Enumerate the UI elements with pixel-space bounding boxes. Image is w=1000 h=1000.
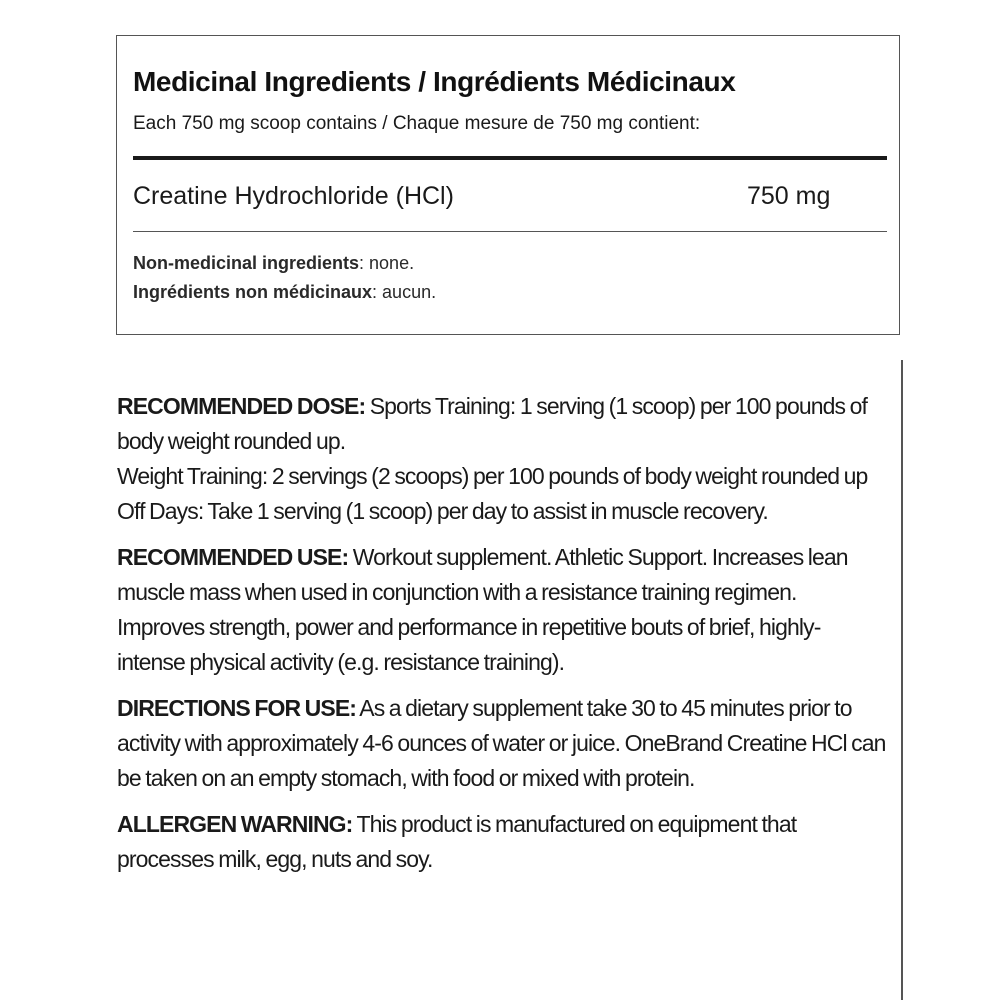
non-medicinal-french: [133, 282, 436, 303]
ingredient-row: [133, 182, 887, 218]
allergen-label: ALLERGEN WARNING:: [117, 811, 353, 837]
recommended-dose-section: [117, 389, 887, 529]
allergen-text: This product is manufactured on equipment that processes milk, egg, nuts and soy.: [117, 811, 797, 872]
panel-subtitle: Each 750 mg scoop contains / Chaque mesure de 750 mg contient:: [133, 113, 701, 134]
recommended-dose-off-days: Off Days: Take 1 serving (1 scoop) per day to assist in muscle recovery.: [117, 498, 768, 524]
vertical-divider: [901, 360, 903, 1000]
ingredient-name: Creatine Hydrochloride (HCl): [133, 182, 454, 210]
non-medicinal-english-value: : none.: [359, 253, 415, 273]
directions-label: DIRECTIONS FOR USE:: [117, 695, 357, 721]
recommended-use-text: Workout supplement. Athletic Support. Increases lean muscle mass when used in conjunction with a resistance training regimen. Improves strength, power and performance in repetitive bouts of brief, highly-intense physical activity (e.g. resistance training).: [117, 544, 848, 675]
directions-text: As a dietary supplement take 30 to 45 minutes prior to activity with approximately 4-6 ounces of water or juice. OneBrand Creatine HCl can be taken on an empty stomach, with food or mixed with protein.: [117, 695, 886, 791]
product-information: [117, 389, 887, 888]
panel-title: Medicinal Ingredients / Ingrédients Médicinaux: [133, 66, 736, 97]
recommended-dose-label: RECOMMENDED DOSE:: [117, 393, 366, 419]
non-medicinal-english-label: Non-medicinal ingredients: [133, 253, 360, 273]
recommended-dose-weight: Weight Training: 2 servings (2 scoops) per 100 pounds of body weight rounded up: [117, 463, 868, 489]
thick-divider: [133, 156, 887, 160]
allergen-section: [117, 807, 887, 877]
medicinal-ingredients-panel: [116, 35, 900, 335]
recommended-use-label: RECOMMENDED USE:: [117, 544, 349, 570]
non-medicinal-french-label: Ingrédients non médicinaux: [133, 282, 373, 302]
directions-section: [117, 691, 887, 796]
non-medicinal-french-value: : aucun.: [372, 282, 437, 302]
ingredient-amount: 750 mg: [747, 182, 831, 210]
recommended-use-section: [117, 540, 887, 680]
thin-divider: [133, 231, 887, 232]
non-medicinal-english: [133, 253, 414, 274]
recommended-dose-sports: Sports Training: 1 serving (1 scoop) per 100 pounds of body weight rounded up.: [117, 393, 867, 454]
